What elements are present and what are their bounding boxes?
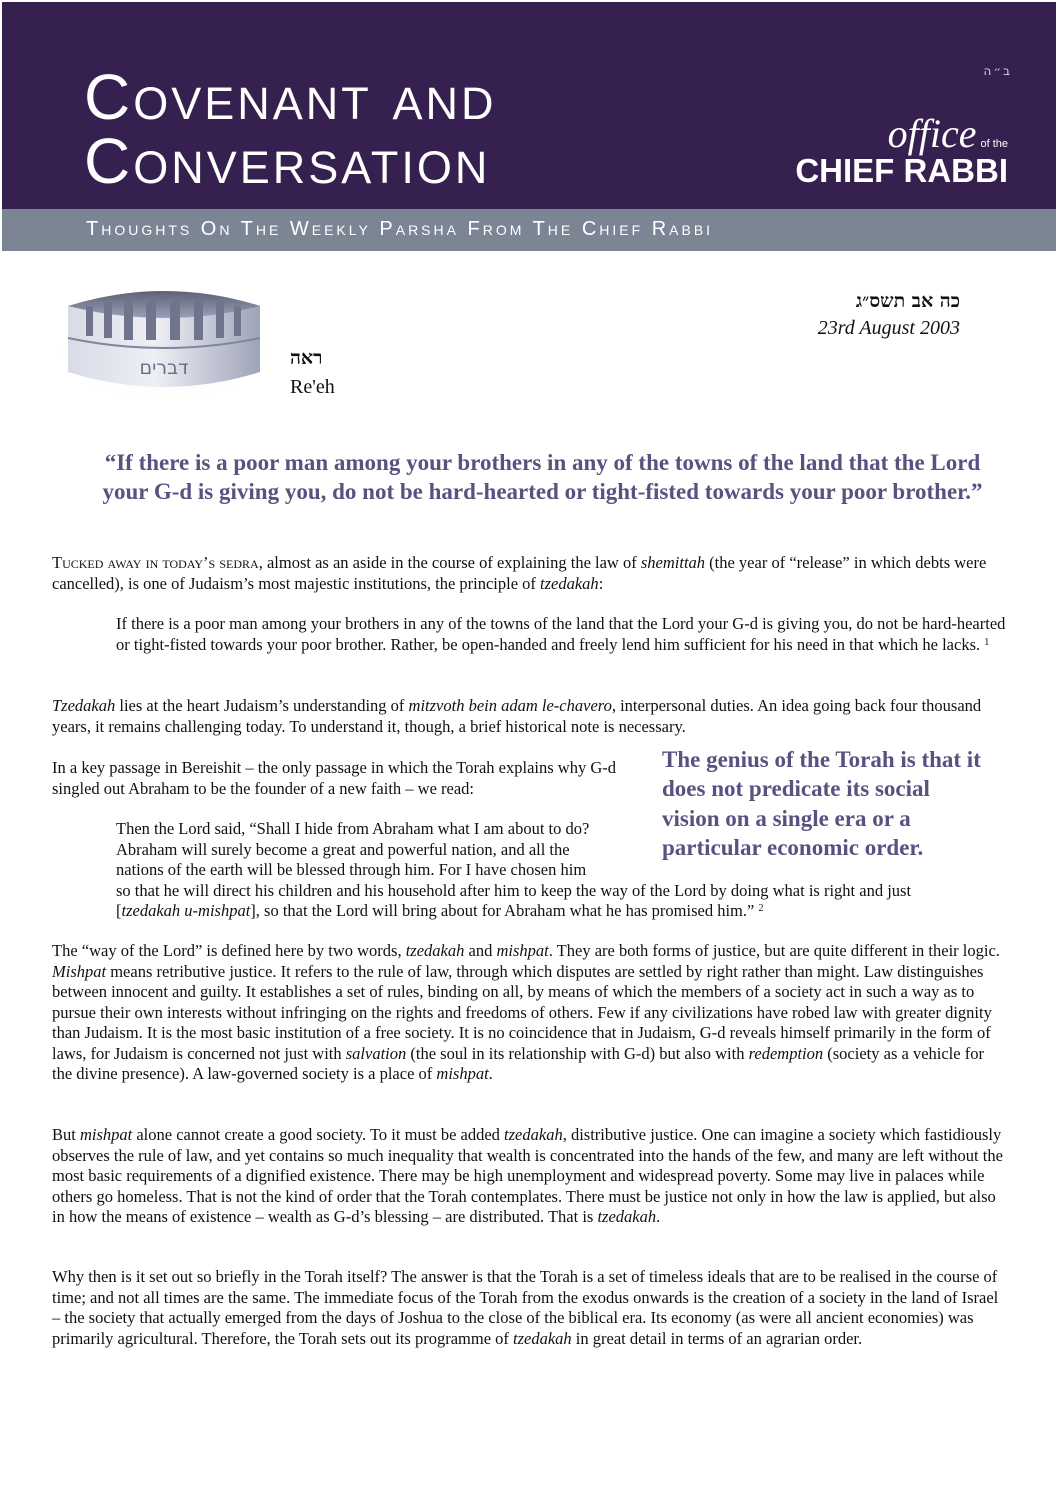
opening-quote: “If there is a poor man among your brothers in any of the towns of the land that the Lord your G-d is giving you, do not be hard-hearted or tight-fisted towards your poor brother.”	[102, 450, 983, 504]
parsha-name-hebrew: ראה	[290, 347, 323, 369]
office-chief-rabbi: CHIEF RABBI	[795, 152, 1008, 189]
devarim-scroll-logo	[58, 276, 270, 400]
paragraph-5: But mishpat alone cannot create a good society. To it must be added tzedakah, distributive justice. One can imagine a society which fastidiously observes the rule of law, and yet contains so much inequality that wealth is concentrated into the hands of the few, and many are left without the most basic requirements of a dignified existence. There may be high unemployment and widespread poverty. Some may live in palaces while others go homeless. That is not the kind of order that the Torah contemplates. There must be justice not only in how the law is applied, but also in how the means of existence – wealth as G-d’s blessing – are distributed. That is tzedakah.	[52, 1125, 1003, 1226]
parsha-name-english: Re'eh	[290, 376, 335, 398]
paragraph-2: Tzedakah lies at the heart Judaism’s understanding of mitzvoth bein adam le-chavero, interpersonal duties. An idea going back four thousand years, it remains challenging today. To understand it, though, a brief historical note is necessary.	[52, 696, 982, 736]
logo-caption: דברים	[139, 357, 189, 379]
drop-in-smallcaps: Tucked away in today’s sedra	[52, 553, 259, 572]
masthead-banner	[2, 2, 1056, 209]
block-quote-1: If there is a poor man among your brothers in any of the towns of the land that the Lord your G-d is giving you, do not be hard-hearted or tight-fisted towards your poor brother. Rather, be open-handed and freely lend him sufficient for his need in that which he lacks. $^1$	[116, 614, 1006, 654]
bet-hey-mark: ב״ה	[983, 64, 1012, 78]
block-quote-2: Then the Lord said, “Shall I hide from Abraham what I am about to do? Abraham will surely become a great and powerful nation, and all the nations of the earth will be blessed through him. For I have chosen him so that he will direct his children and his household after him to keep the way of the Lord by doing what is right and just [tzedakah u-mishpat], so that the Lord will bring about for Abraham what he has promised him.” $^2$	[116, 819, 912, 920]
masthead-title-line2: Conversation	[84, 125, 491, 197]
paragraph-6: Why then is it set out so briefly in the Torah itself? The answer is that the Torah is a set of timeless ideals that are to be realised in the course of time; and not all times are the same. The immediate focus of the Torah from the exodus onwards is the creation of a society in the land of Israel – the society that actually emerged from the days of Joshua to the close of the biblical era. Its economy (as were all ancient economies) was primarily agricultural. Therefore, the Torah sets out its programme of tzedakah in great detail in terms of an agrarian order.	[52, 1267, 999, 1348]
office-ofthe: of the	[980, 138, 1008, 150]
office-word: office	[887, 111, 977, 156]
paragraph-3: In a key passage in Bereishit – the only passage in which the Torah explains why G-d singled out Abraham to be the founder of a new faith – we read:	[52, 758, 616, 798]
date-hebrew: כה אב תשס״ג	[855, 290, 960, 312]
paragraph-1: Tucked away in today’s sedra, almost as an aside in the course of explaining the law of shemittah (the year of “release” in which debts were cancelled), is one of Judaism’s most majestic institutions, the principle of tzedakah:	[52, 553, 987, 593]
office-chief-rabbi-logo	[795, 111, 1008, 189]
pull-quote: The genius of the Torah is that it does not predicate its social vision on a single era or a particular economic order.	[662, 747, 981, 860]
footnote-2: 2	[758, 903, 764, 914]
footnote-1: 1	[984, 636, 990, 648]
paragraph-4: The “way of the Lord” is defined here by two words, tzedakah and mishpat. They are both forms of justice, but are quite different in their logic. Mishpat means retributive justice. It refers to the rule of law, through which disputes are settled by right rather than might. Law distinguishes between innocent and guilty. It establishes a set of rules, binding on all, by means of which the members of a society act in such a way as to pursue their own interests without infringing on the rights and freedoms of others. Few if any civilizations have robed law with greater dignity than Judaism. It is the most basic institution of a free society. It is no coincidence that in Judaism, G-d reveals himself primarily in the form of laws, for Judaism is concerned not just with salvation (the soul in its relationship with G-d) but also with redemption (society as a vehicle for the divine presence). A law-governed society is a place of mishpat.	[52, 941, 1000, 1083]
date-english: 23rd August 2003	[817, 317, 960, 339]
subtitle-bar	[2, 209, 1056, 251]
masthead-title-line1: Covenant and	[84, 61, 497, 133]
subtitle-text: Thoughts On The Weekly Parsha From The Chief Rabbi	[86, 218, 714, 240]
